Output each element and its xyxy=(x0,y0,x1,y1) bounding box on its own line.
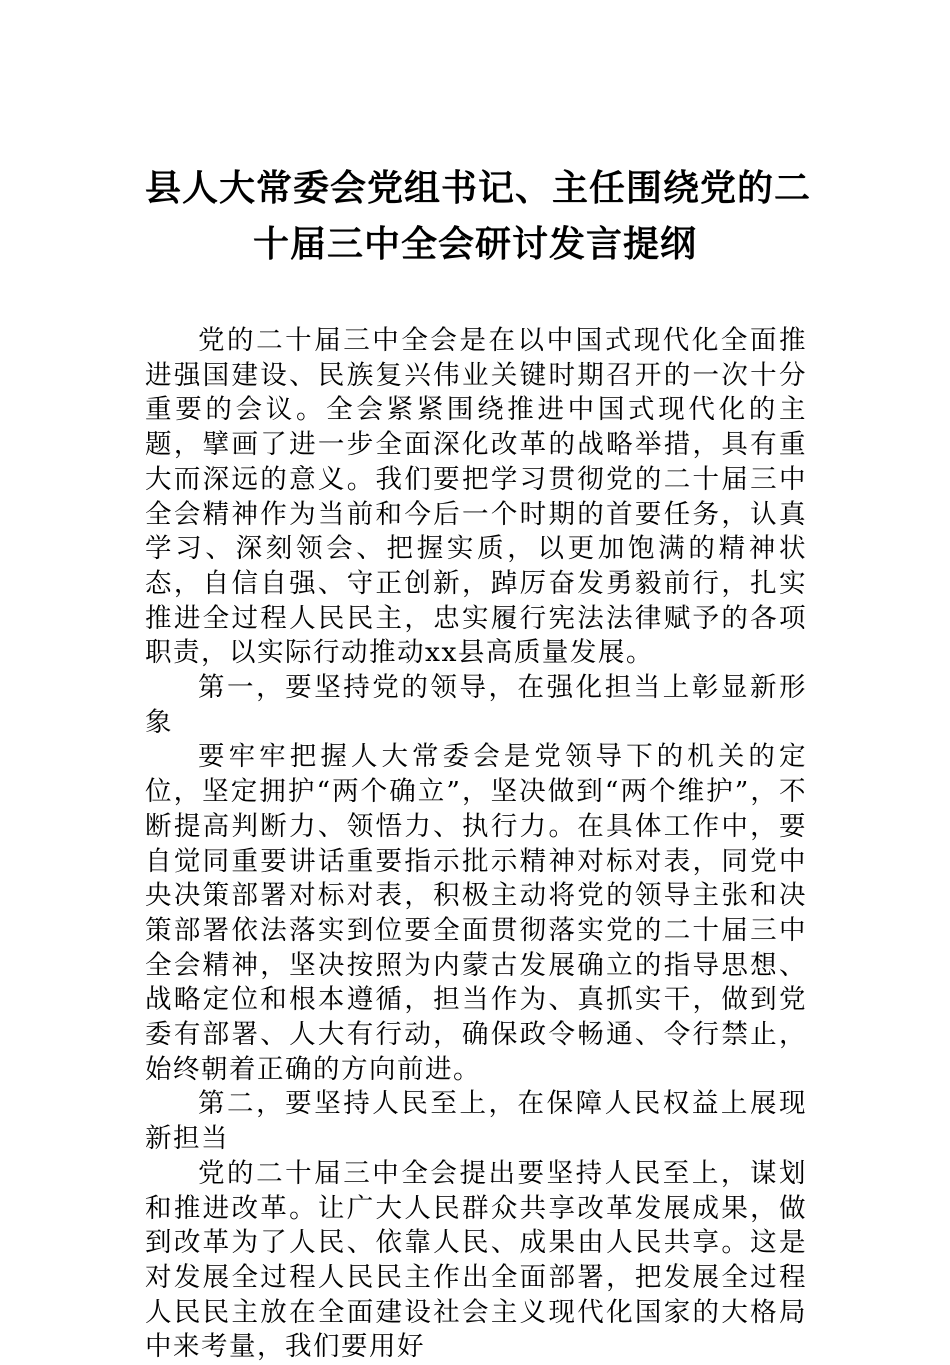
section-heading-2: 第二，要坚持人民至上，在保障人民权益上展现新担当 xyxy=(145,1088,807,1155)
title-line-1: 县人大常委会党组书记、主任围绕党的二 xyxy=(145,167,812,209)
paragraph-section-1: 要牢牢把握人大常委会是党领导下的机关的定位，坚定拥护“两个确立”，坚决做到“两个维护”，不断提高判断力、领悟力、执行力。在具体工作中，要自觉同重要讲话重要指示批示精神对标对表，同党中央决策部署对标对表，积极主动将党的领导主张和决策部署依法落实到位要全面贯彻落实党的二十届三中全会精神，坚决按照为内蒙古发展确立的指导思想、战略定位和根本遵循，担当作为、真抓实干，做到党委有部署、人大有行动，确保政令畅通、令行禁止，始终朝着正确的方向前进。 xyxy=(145,741,807,1085)
title-line-2: 十届三中全会研讨发言提纲 xyxy=(252,223,697,265)
section-heading-1: 第一，要坚持党的领导，在强化担当上彰显新形象 xyxy=(145,672,807,738)
document-body xyxy=(145,324,807,1365)
paragraph-intro: 党的二十届三中全会是在以中国式现代化全面推进强国建设、民族复兴伟业关键时期召开的一次十分重要的会议。全会紧紧围绕推进中国式现代化的主题，擘画了进一步全面深化改革的战略举措，具有重大而深远的意义。我们要把学习贯彻党的二十届三中全会精神作为当前和今后一个时期的首要任务，认真学习、深刻领会、把握实质，以更加饱满的精神状态，自信自强、守正创新，踔厉奋发勇毅前行，扎实推进全过程人民民主，忠实履行宪法法律赋予的各项职责，以实际行动推动xx县高质量发展。 xyxy=(145,325,807,669)
document-title xyxy=(145,160,812,272)
paragraph-section-2: 党的二十届三中全会提出要坚持人民至上，谋划和推进改革。让广大人民群众共享改革发展成果，做到改革为了人民、依靠人民、成果由人民共享。这是对发展全过程人民民主作出全面部署，把发展全过程人民民主放在全面建设社会主义现代化国家的大格局中来考量，我们要用好 xyxy=(145,1157,807,1363)
